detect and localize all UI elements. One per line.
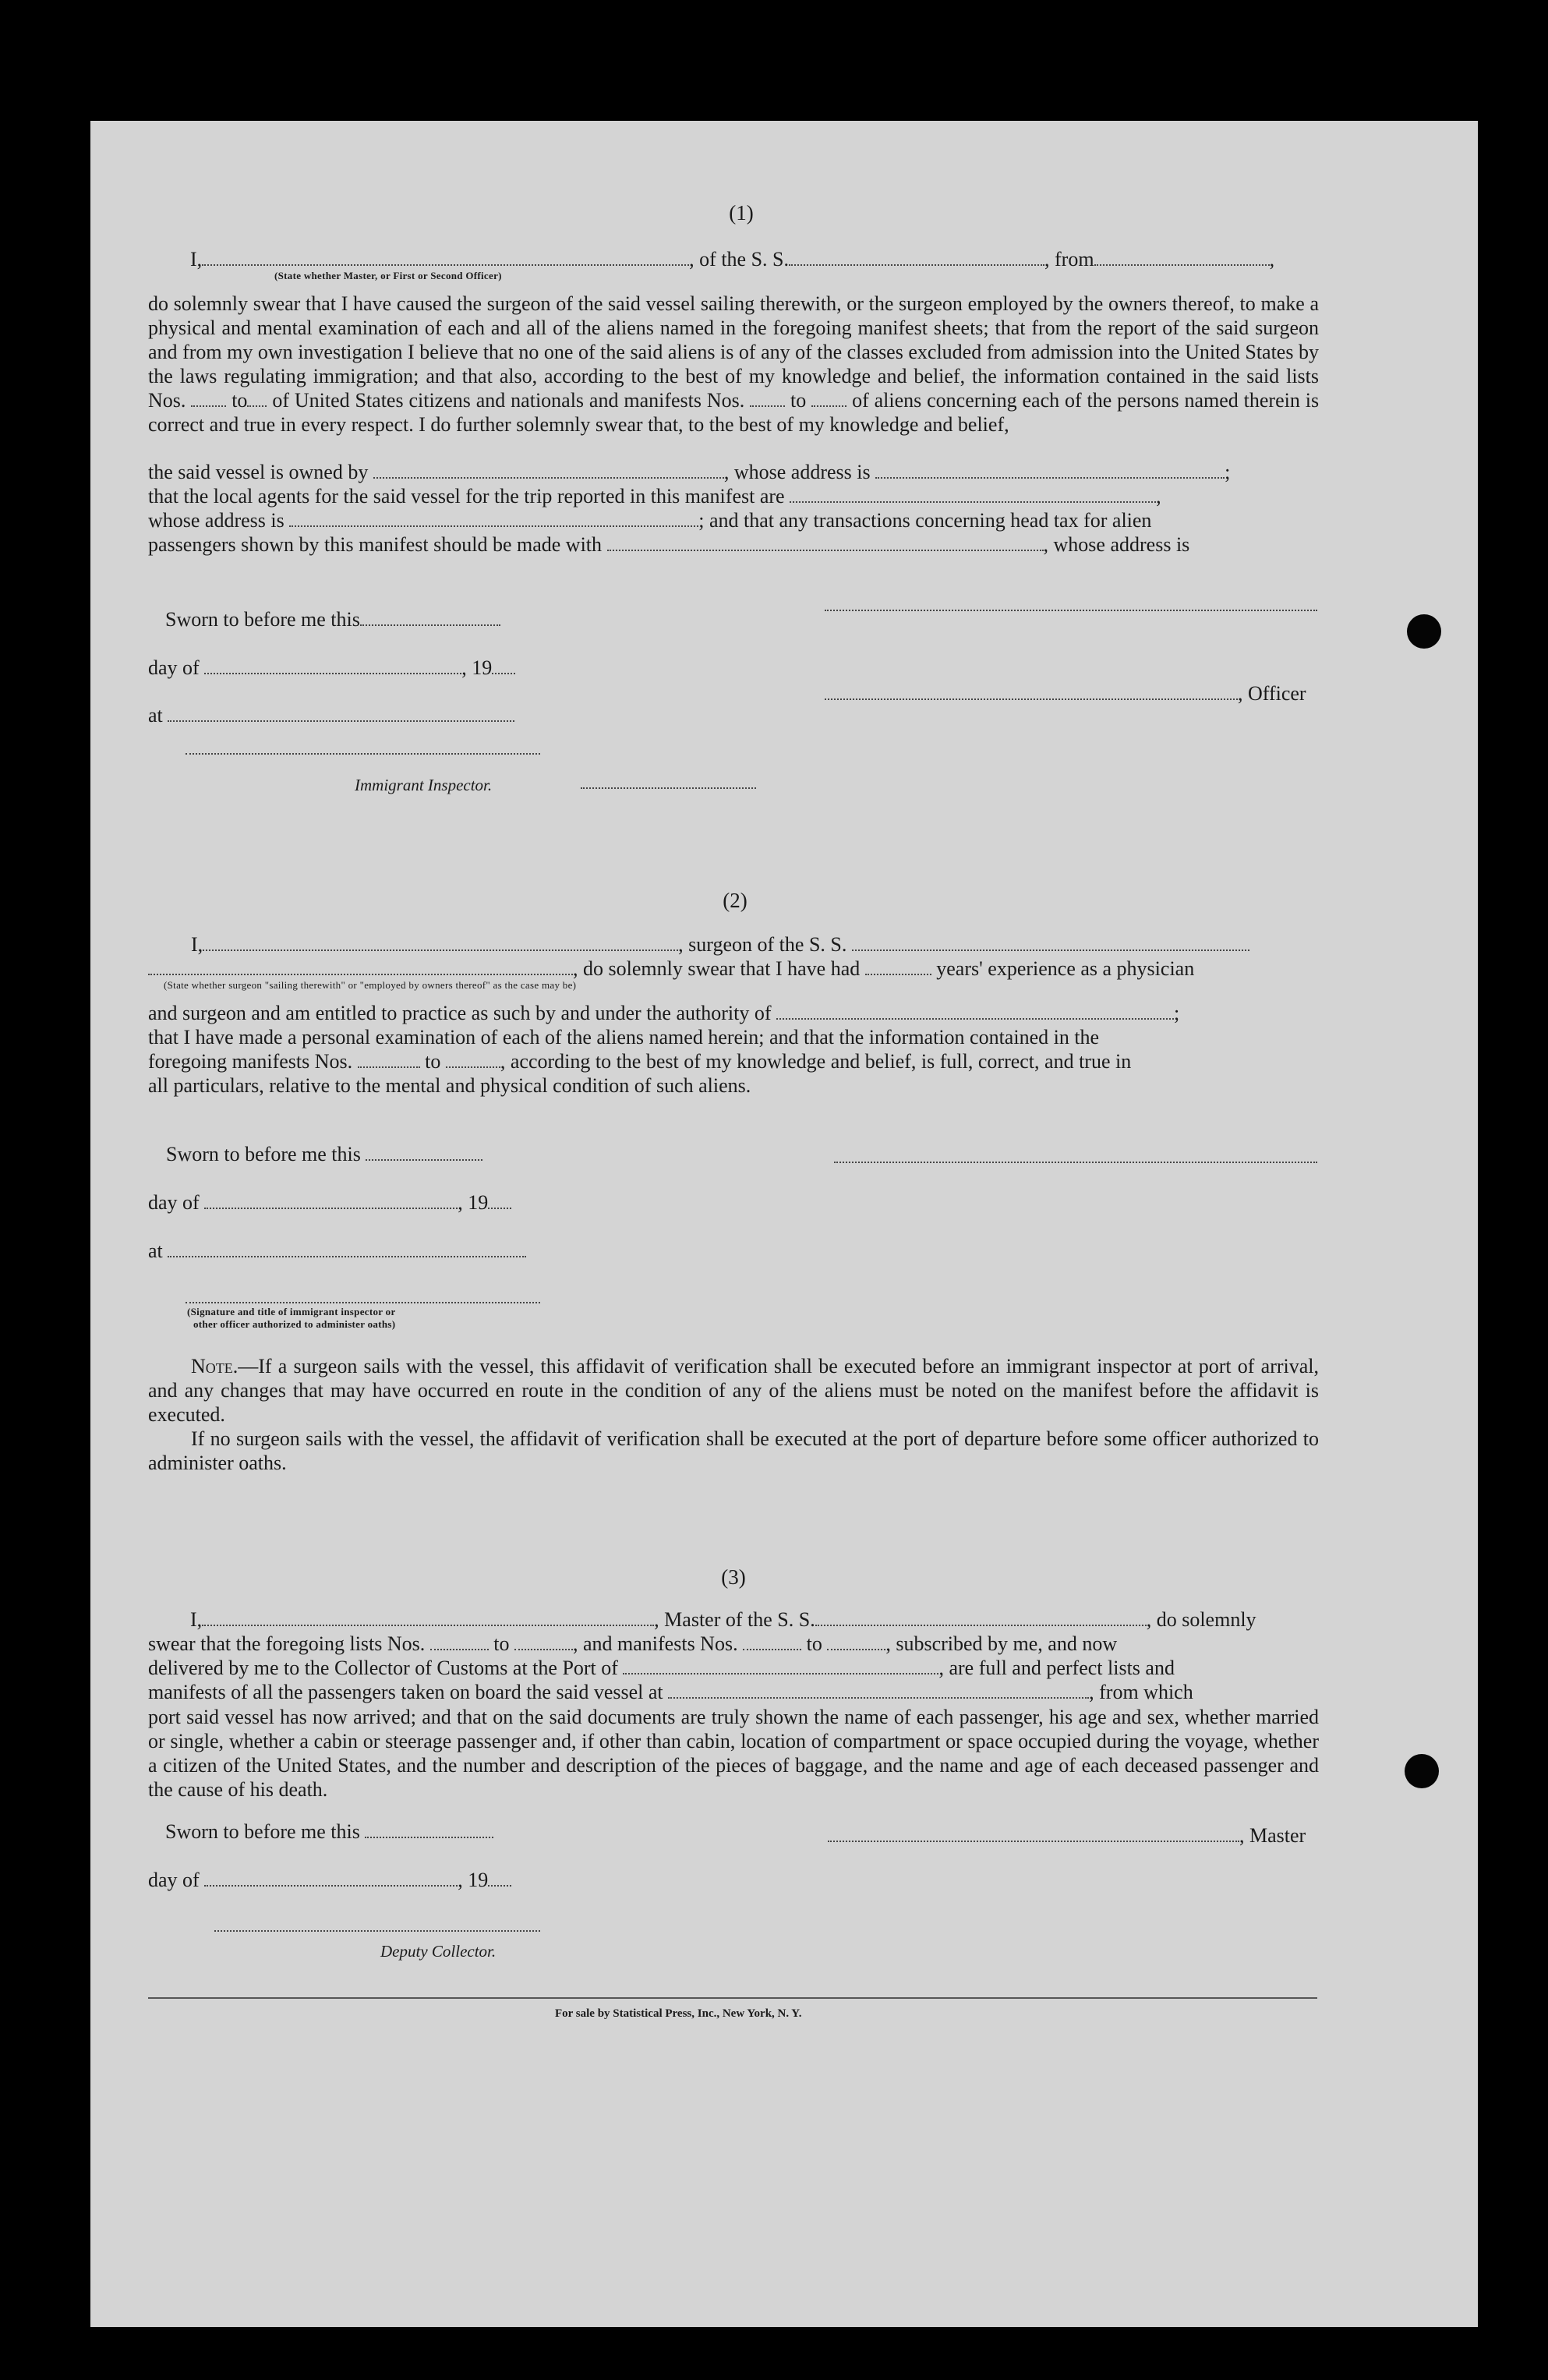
s2-sig-caption1: (Signature and title of immigrant inspector or [187,1306,396,1317]
s2-line1 [191,933,1249,957]
section3-number: (3) [721,1565,746,1589]
s2-semicolon: ; [1174,1002,1180,1024]
s3-paragraph: port said vessel has now arrived; and that on the said documents are truly shown the name of each passenger, his age and sex, whether married or single, whether a cabin or steerage passenger and, if other than cabin, location of compartment or space occupied during the voyage, whether a citizen of the United States, and the number and description of the pieces of baggage, and the name and age of each deceased passenger and the cause of his death. [148,1706,1319,1801]
s2-sworn-text: Sworn to before me this [166,1143,361,1165]
s1-officer-field[interactable] [825,683,1238,700]
s2-at-text: at [148,1240,163,1262]
s2-sworn [166,1143,482,1166]
s3-lists-to-field[interactable] [514,1633,573,1650]
s1-passengers-line [148,533,1189,557]
s1-manifest-from-field[interactable] [750,390,785,407]
s3-line2b: , and manifests Nos. [573,1632,738,1655]
s3-lists-from-field[interactable] [430,1633,489,1650]
s3-manifest-to-field[interactable] [827,1633,885,1650]
s2-status-field[interactable] [148,958,573,975]
s2-note [148,1354,1319,1427]
s2-at [148,1240,526,1263]
s3-to1: to [493,1632,510,1655]
form-page [90,121,1478,2327]
s2-note-label: Note. [191,1355,239,1377]
s2-para-a: that I have made a personal examination of each of the aliens named herein; and that the information contained in the [148,1026,1100,1049]
s1-headtax-field[interactable] [607,534,1044,551]
s3-boarded-at-field[interactable] [668,1682,1089,1699]
s3-line4a: manifests of all the passengers taken on board the said vessel at [148,1681,663,1703]
s1-paragraph-block [148,292,1319,437]
s1-rank-field[interactable] [202,249,689,266]
s2-surgeon-of: , surgeon of the S. S. [678,933,847,956]
s3-sworn-text: Sworn to before me this [165,1820,360,1843]
s3-do-solemnly: , do solemnly [1146,1608,1256,1631]
s1-whose-address3: , whose address is [1043,533,1190,556]
s1-passengers: passengers shown by this manifest should be made with [148,533,603,556]
s1-officer-text: , Officer [1238,682,1306,705]
s2-to: to [425,1050,441,1073]
s1-transactions: ; and that any transactions concerning head tax for alien [698,509,1152,532]
s2-note2: If no surgeon sails with the vessel, the affidavit of verification shall be executed at the port of departure before some officer authorized to administer oaths. [148,1427,1319,1474]
s1-comma: , [1269,248,1275,271]
s2-at-field[interactable] [168,1240,526,1257]
s1-owned-line [148,461,1230,484]
s2-ship-field[interactable] [852,934,1249,951]
s3-to2: to [806,1632,822,1655]
s3-line3 [148,1657,1175,1680]
s1-agents-line [148,485,1161,508]
s2-caption: (State whether surgeon "sailing therewith" or "employed by owners thereof" as the case may be) [164,979,577,991]
s3-line1 [190,1608,1256,1632]
s3-master-field[interactable] [828,1825,1239,1842]
s2-sworn-field[interactable] [366,1144,482,1161]
s1-lists-from-field[interactable] [191,390,226,407]
s3-port-field[interactable] [623,1657,938,1674]
s1-at [148,704,514,727]
s1-at-field[interactable] [168,705,514,722]
s2-years: years' experience as a physician [936,957,1195,980]
s2-sig-caption2: other officer authorized to administer oaths) [193,1318,396,1330]
s1-officer [825,682,1306,706]
footer-rule [148,1997,1317,1999]
s2-inspector-line[interactable] [186,1302,540,1303]
s1-signature-line[interactable] [825,610,1317,611]
s3-signer: Deputy Collector. [380,1942,497,1961]
s3-line2a: swear that the foregoing lists Nos. [148,1632,426,1655]
s3-ship-field[interactable] [815,1609,1147,1626]
s1-i: I, [190,248,203,271]
s2-day [148,1191,511,1215]
s1-inspector-line[interactable] [186,753,540,755]
s3-day [148,1869,511,1892]
s2-year-text: , 19 [458,1191,489,1214]
s3-year-field[interactable] [488,1869,511,1887]
s2-practice: and surgeon and am entitled to practice as such by and under the authority of [148,1002,772,1024]
s2-i: I, [191,933,203,956]
s1-para-line2b: of aliens concerning each of the persons named therein is correct and true in every respect. I do further solemnly swear that, to the best of my knowledge and belief, [148,389,1320,436]
s1-year-field[interactable] [492,657,515,674]
s1-semicolon: ; [1225,461,1231,483]
s1-from-field[interactable] [1094,249,1270,266]
s2-day-field[interactable] [204,1192,458,1209]
s3-line3b: , are full and perfect lists and [938,1657,1175,1679]
s1-signer: Immigrant Inspector. [355,776,493,794]
s1-ship-field[interactable] [789,249,1044,266]
s2-practice-line [148,1002,1179,1025]
s1-agents-field[interactable] [790,486,1156,503]
section1-number: (1) [729,201,754,225]
s1-sworn-field[interactable] [360,609,500,626]
s1-of-ss: , of the S. S. [689,248,790,271]
s3-manifest-from-field[interactable] [743,1633,801,1650]
s1-line1 [190,248,1274,271]
s1-year-text: , 19 [461,656,493,679]
s3-name-field[interactable] [202,1609,654,1626]
s2-years-field[interactable] [865,958,931,975]
s1-comma2: , [1156,485,1161,507]
s1-sworn [165,608,500,631]
s1-agents-address-field[interactable] [289,510,698,527]
s2-foregoing-line [148,1050,1131,1073]
s2-day-text: day of [148,1191,200,1214]
s2-name-field[interactable] [203,934,678,951]
s1-to2: to [790,389,807,412]
s3-sworn-field[interactable] [365,1821,493,1838]
s1-para-line2: of United States citizens and nationals and manifests Nos. [272,389,745,412]
s1-caption: (State whether Master, or First or Second Officer) [274,270,502,281]
s3-master-text: , Master [1239,1824,1306,1847]
s1-local-agents: that the local agents for the said vessel for the trip reported in this manifest are [148,485,785,507]
s1-paragraph: do solemnly swear that I have caused the surgeon of the said vessel sailing therewith, or the surgeon employed by the owners thereof, to make a physical and mental examination of each and all of the aliens named in the foregoing manifest sheets; that from the report of the said surgeon and from my own investigation I believe that no one of the said aliens is of any of the classes excluded from admission into the United States by the laws regulating immigration; and that also, according to the best of my knowledge and belief, the information contained in the said lists Nos. [148,292,1319,412]
footer-text: For sale by Statistical Press, Inc., New York, N. Y. [555,2007,802,2020]
s2-year-field[interactable] [488,1192,511,1209]
s2-authority-field[interactable] [776,1003,1174,1020]
s1-whose-address2: whose address is [148,509,285,532]
s1-day-text: day of [148,656,200,679]
s1-owner-field[interactable] [373,462,724,479]
s3-line4 [148,1681,1193,1704]
s1-manifest-to-field[interactable] [811,390,846,407]
s2-para-c: all particulars, relative to the mental and physical condition of such aliens. [148,1074,751,1097]
s2-signature-line[interactable] [834,1162,1317,1163]
s2-manifest-to-field[interactable] [446,1051,500,1068]
s1-address-line [148,509,1151,532]
punch-hole-top [1407,614,1441,649]
s1-from: , from [1044,248,1094,271]
s2-foregoing: foregoing manifests Nos. [148,1050,353,1073]
s1-day-field[interactable] [204,657,461,674]
s2-note-text: —If a surgeon sails with the vessel, this affidavit of verification shall be executed before an immigrant inspector at port of arrival, and any changes that may have occurred en route in the condition of any of the aliens must be noted on the manifest before the affidavit is executed. [148,1355,1319,1426]
s1-owned-by: the said vessel is owned by [148,461,369,483]
s3-line3a: delivered by me to the Collector of Customs at the Port of [148,1657,618,1679]
s1-dotted-mark [581,787,756,789]
s1-to1: to [231,389,248,412]
s1-day [148,656,515,680]
s1-lists-to-field[interactable] [247,390,267,407]
s3-sworn [165,1820,493,1844]
s3-year-text: , 19 [458,1869,489,1891]
s3-line4b: , from which [1089,1681,1193,1703]
s3-collector-line[interactable] [214,1930,540,1932]
s3-line2c: , subscribed by me, and now [885,1632,1118,1655]
s1-sworn-text: Sworn to before me this [165,608,360,631]
s1-owner-address-field[interactable] [875,462,1225,479]
s3-i: I, [190,1608,203,1631]
s2-manifest-from-field[interactable] [358,1051,420,1068]
s3-day-text: day of [148,1869,200,1891]
s1-at-text: at [148,704,163,727]
s3-line2 [148,1632,1117,1656]
s2-do-swear: , do solemnly swear that I have had [573,957,861,980]
s1-whose-address: , whose address is [723,461,871,483]
s3-day-field[interactable] [204,1869,458,1887]
s2-line2 [148,957,1194,981]
s3-master-of: , Master of the S. S. [654,1608,815,1631]
section2-number: (2) [723,889,747,912]
s2-para-b: , according to the best of my knowledge and belief, is full, correct, and true in [500,1050,1132,1073]
punch-hole-bottom [1405,1754,1439,1788]
s3-master-line [828,1824,1306,1848]
